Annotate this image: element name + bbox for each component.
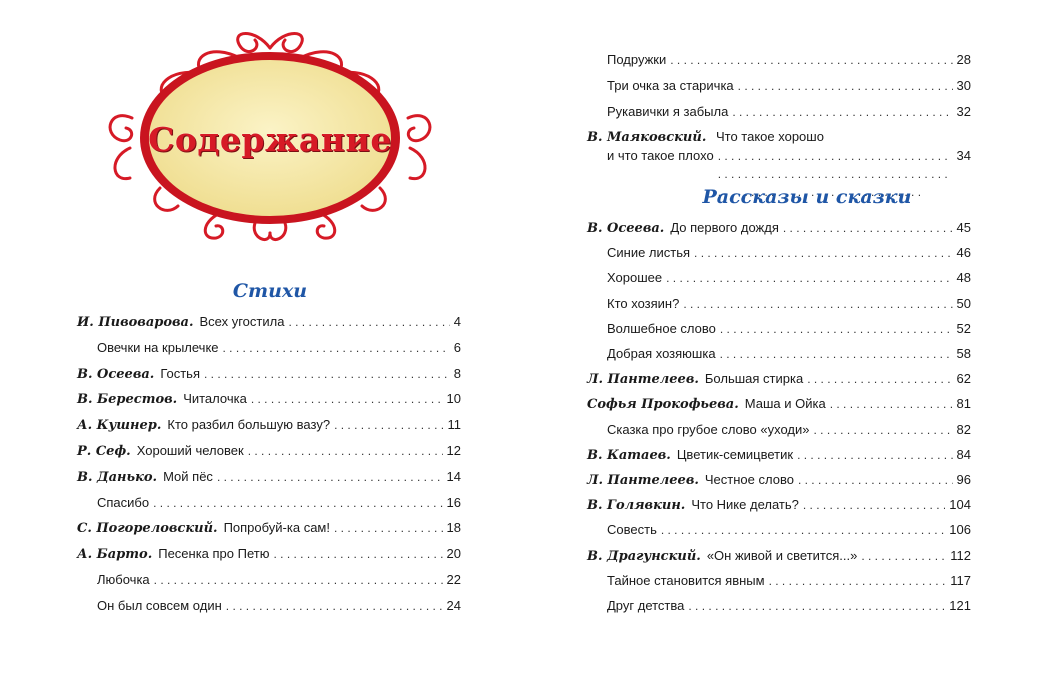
toc-author: А. Кушнер. [77, 418, 162, 434]
toc-work: Попробуй-ка сам! [223, 520, 330, 536]
toc-work: Что Нике делать? [691, 497, 799, 513]
toc-page-number: 20 [446, 546, 461, 562]
toc-work: Песенка про Петю [158, 546, 270, 562]
toc-entry[interactable] [77, 366, 461, 383]
toc-entry[interactable] [607, 78, 971, 94]
toc-entry[interactable] [607, 270, 971, 286]
toc-work: Что такое хорошо [715, 129, 824, 144]
toc-leader [830, 396, 953, 412]
toc-leader [334, 520, 443, 536]
toc-leader [720, 346, 953, 362]
toc-page-number: 117 [950, 572, 971, 588]
toc-entry[interactable] [607, 321, 971, 337]
toc-work: Маша и Ойка [744, 396, 826, 412]
toc-entry[interactable] [607, 598, 971, 614]
left-page [0, 0, 526, 681]
toc-work: Честное слово [704, 472, 794, 487]
toc-work: Подружки [607, 52, 667, 67]
toc-entry[interactable] [587, 472, 971, 489]
toc-author: В. Катаев. [587, 447, 671, 463]
toc-page-number: 4 [453, 314, 461, 329]
toc-author: В. Берестов. [77, 392, 178, 408]
toc-work: Синие листья [607, 245, 691, 261]
toc-author: С. Погореловский. [77, 521, 218, 537]
toc-page-number: 14 [446, 468, 461, 484]
toc-leader [204, 366, 450, 382]
toc-author: А. Барто. [77, 547, 153, 563]
toc-work: Совесть [607, 522, 657, 538]
toc-leader [694, 245, 952, 261]
toc-entry[interactable] [77, 314, 461, 331]
toc-page-number: 10 [446, 391, 461, 407]
toc-work: Цветик-семицветик [676, 446, 794, 462]
toc-page-number: 48 [956, 270, 971, 286]
toc-leader [798, 472, 953, 488]
toc-page-number: 106 [949, 522, 971, 538]
toc-work: Он был совсем один [97, 597, 222, 613]
toc-entry[interactable] [587, 396, 971, 413]
toc-leader [688, 598, 945, 614]
toc-work: Мой пёс [163, 468, 213, 484]
toc-entry[interactable] [77, 443, 461, 460]
toc-work: Кто хозяин? [607, 295, 680, 311]
toc-leader [153, 495, 442, 511]
toc-page-number: 112 [950, 547, 971, 563]
toc-work: Волшебное слово [607, 320, 716, 336]
toc-entry[interactable] [587, 497, 971, 514]
toc-page-number: 46 [956, 245, 971, 261]
toc-page-number: 8 [453, 365, 461, 381]
toc-author: И. Пивоварова. [77, 315, 194, 330]
toc-entry[interactable] [97, 572, 461, 588]
toc-author: Л. Пантелеев. [587, 473, 699, 488]
toc-author: Софья Прокофьева. [587, 397, 739, 413]
toc-work: «Он живой и светится...» [706, 547, 858, 563]
toc-leader [732, 104, 952, 120]
toc-work: Гостья [160, 365, 200, 381]
toc-work: Три очка за старичка [607, 78, 734, 93]
toc-page-number: 24 [446, 597, 461, 613]
toc-page-number: 45 [956, 220, 971, 235]
toc-author: Р. Сеф. [77, 444, 131, 459]
toc-entry[interactable] [607, 422, 971, 438]
toc-work: Добрая хозяюшка [607, 346, 716, 361]
toc-work: и что такое плохо [607, 148, 714, 163]
toc-leader [288, 314, 449, 330]
toc-entry[interactable] [77, 391, 461, 408]
toc-entry[interactable] [607, 52, 971, 68]
toc-author: В. Драгунский. [587, 548, 701, 564]
toc-work: Читалочка [183, 391, 247, 407]
toc-leader [217, 469, 443, 485]
toc-entry[interactable] [587, 220, 971, 237]
toc-entry[interactable] [77, 520, 461, 537]
toc-entry[interactable] [97, 340, 461, 356]
toc-page-number: 81 [956, 396, 971, 412]
toc-leader [154, 572, 443, 588]
toc-work: Хороший человек [136, 443, 244, 458]
toc-author: В. Осеева. [587, 221, 665, 236]
toc-entry[interactable] [77, 417, 461, 434]
toc-author: В. Голявкин. [587, 498, 686, 514]
toc-leader [720, 321, 953, 337]
toc-entry[interactable] [587, 548, 971, 565]
toc-page-number: 34 [956, 148, 971, 163]
toc-page-number: 22 [446, 572, 461, 587]
toc-leader [769, 573, 947, 589]
toc-work: Кто разбил большую вазу? [167, 417, 331, 433]
right-page [527, 0, 1053, 681]
toc-page-number: 18 [446, 520, 461, 536]
toc-entry[interactable] [77, 469, 461, 486]
toc-page-number: 104 [949, 497, 971, 513]
toc-work: Спасибо [97, 494, 150, 510]
toc-work: Друг детства [607, 598, 685, 613]
toc-leader [803, 497, 945, 513]
toc-leader [683, 296, 952, 312]
toc-leader [251, 391, 443, 407]
toc-work: До первого дождя [670, 220, 779, 235]
toc-author: В. Осеева. [77, 366, 155, 382]
toc-work: Овечки на крылечке [97, 339, 219, 355]
toc-page-number: 6 [453, 339, 461, 355]
toc-leader [670, 52, 952, 68]
toc-entry[interactable] [77, 546, 461, 563]
toc-leader [807, 371, 952, 387]
toc-page-number: 32 [956, 104, 971, 119]
toc-page-number: 30 [956, 78, 971, 93]
toc-page-number: 62 [956, 371, 971, 387]
toc-work: Рукавички я забыла [607, 104, 729, 119]
toc-page-number: 28 [956, 52, 971, 67]
toc-author: Л. Пантелеев. [587, 372, 699, 388]
toc-work: Сказка про грубое слово «уходи» [607, 421, 810, 437]
page-title: Содержание [148, 120, 392, 159]
toc-leader [814, 422, 953, 438]
toc-entry[interactable] [97, 598, 461, 614]
toc-leader [334, 417, 443, 433]
toc-page-number: 11 [447, 417, 461, 433]
section-title-poems: Стихи [232, 280, 308, 302]
toc-entry[interactable] [587, 371, 971, 388]
toc-leader [783, 220, 953, 236]
toc-entry[interactable] [607, 104, 971, 120]
toc-work: Хорошее [607, 270, 663, 286]
toc-entry[interactable] [607, 245, 971, 261]
toc-page-number: 12 [446, 443, 461, 458]
toc-page-number: 16 [446, 494, 461, 510]
toc-page-number: 121 [949, 598, 971, 613]
toc-entry[interactable] [607, 346, 971, 362]
toc-page-number: 82 [956, 421, 971, 437]
toc-work: Большая стирка [704, 371, 804, 387]
toc-page-number: 50 [956, 295, 971, 311]
toc-work: Всех угостила [199, 314, 285, 329]
toc-page-number: 84 [956, 446, 971, 462]
toc-page-number: 52 [956, 320, 971, 336]
toc-leader [273, 546, 442, 562]
toc-entry[interactable] [607, 522, 971, 538]
toc-leader [738, 78, 953, 94]
toc-work: Тайное становится явным [607, 572, 765, 588]
toc-leader [248, 443, 443, 459]
toc-leader [226, 598, 443, 614]
section-title-stories: Рассказы и сказки [702, 186, 912, 208]
toc-author: В. Данько. [77, 469, 158, 485]
toc-leader [666, 270, 952, 286]
toc-leader [797, 447, 952, 463]
toc-leader [861, 548, 946, 564]
toc-entry[interactable] [97, 495, 461, 511]
toc-entry[interactable] [607, 296, 971, 312]
toc-page-number: 58 [956, 346, 971, 361]
toc-entry[interactable] [587, 447, 971, 464]
toc-leader [223, 340, 450, 356]
toc-entry[interactable] [607, 573, 971, 589]
toc-work: Любочка [97, 572, 150, 587]
toc-page-number: 96 [956, 472, 971, 487]
toc-author: В. Маяковский. [587, 130, 707, 145]
toc-leader [661, 522, 945, 538]
